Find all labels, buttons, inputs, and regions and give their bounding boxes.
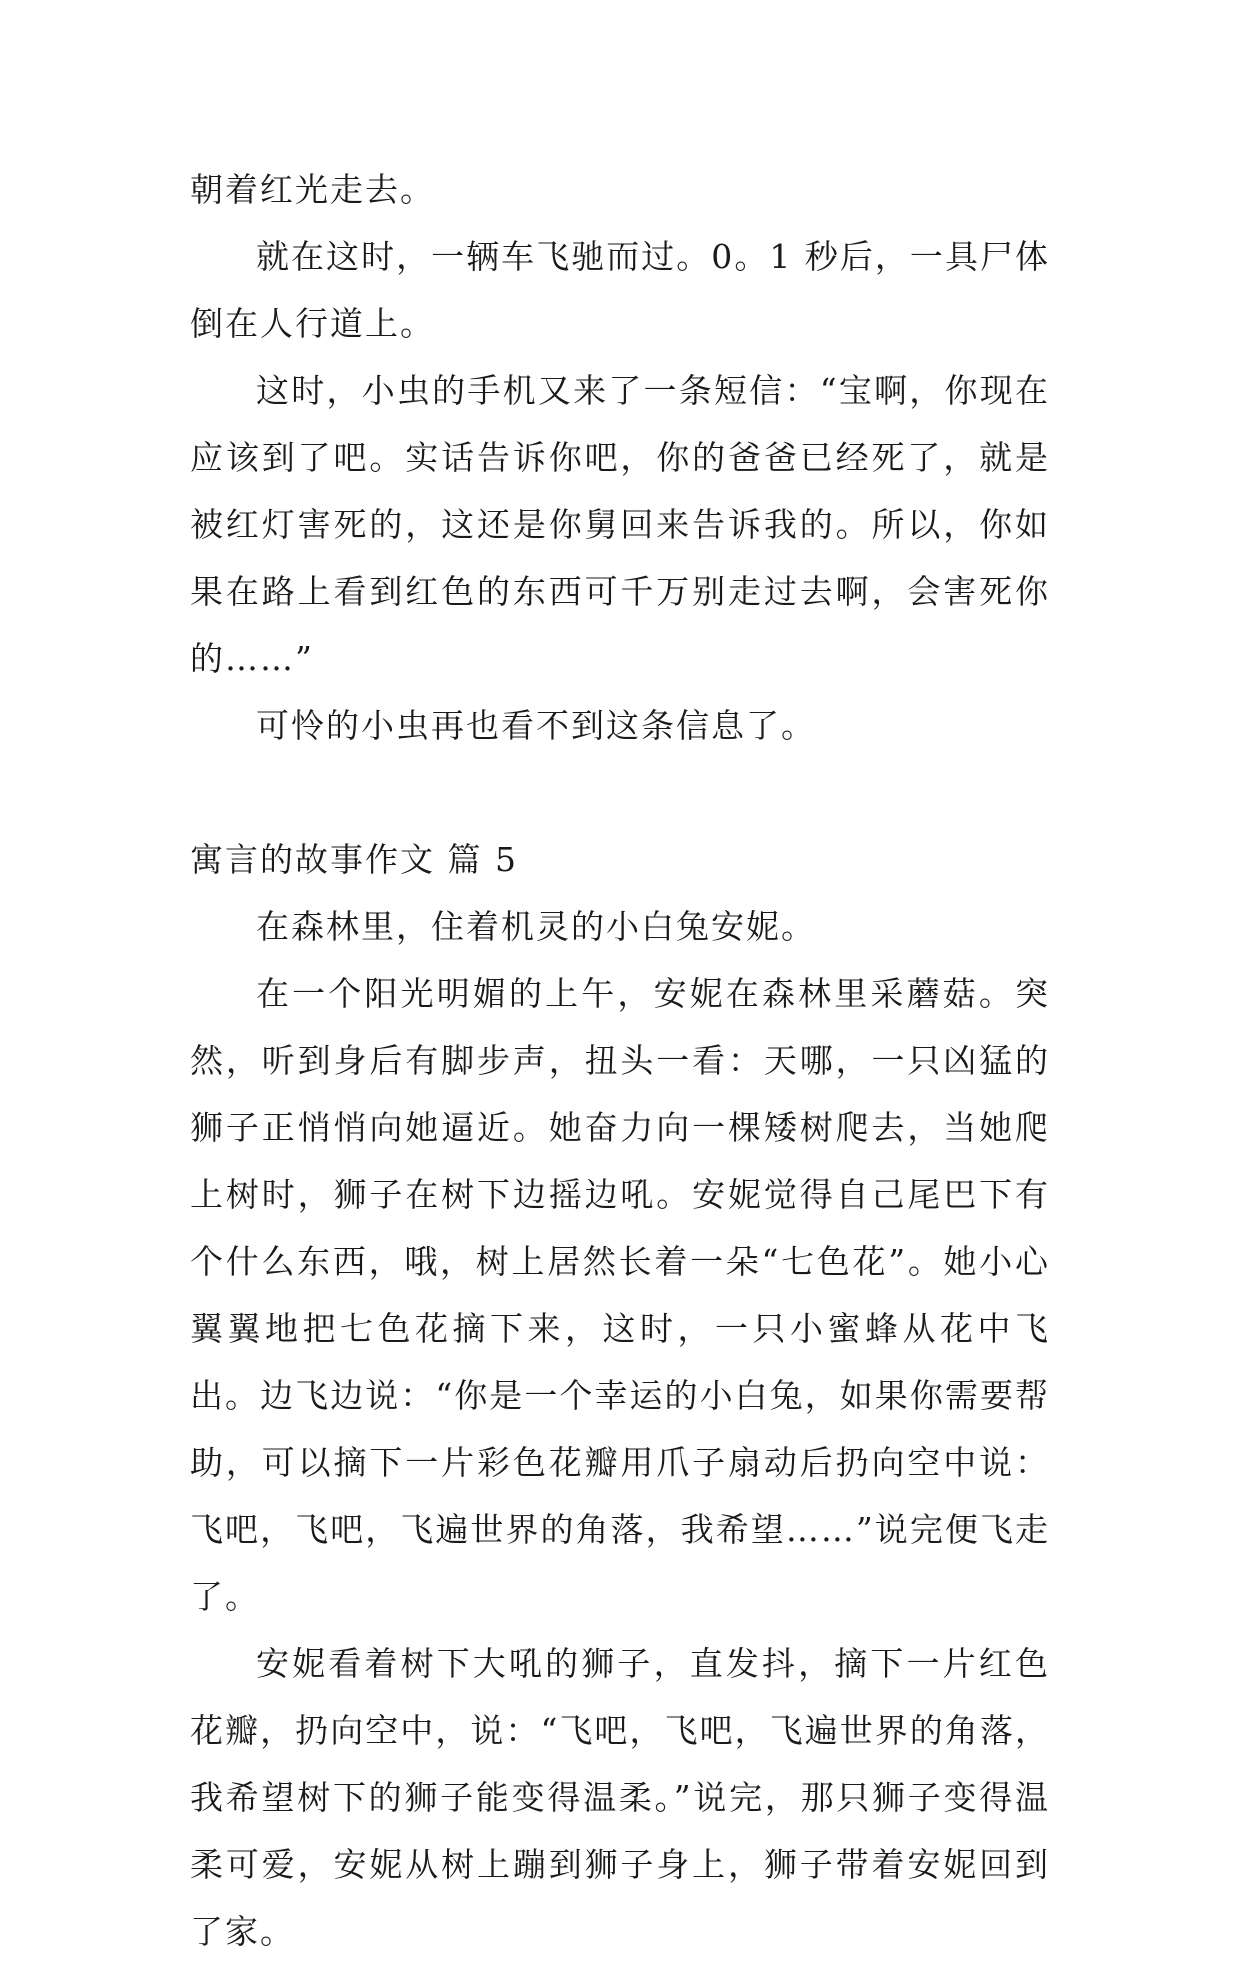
document-body — [190, 156, 1050, 1965]
paragraph: 在森林里，住着机灵的小白兔安妮。 — [256, 907, 816, 946]
paragraph: 在一个阳光明媚的上午，安妮在森林里采蘑菇。突然，听到身后有脚步声，扭头一看：天哪，一只凶猛的狮子正悄悄向她逼近。她奋力向一棵矮树爬去，当她爬上树时，狮子在树下边摇边吼。安妮觉得自己尾巴下有个什么东西，哦，树上居然长着一朵“七色花”。她小心翼翼地把七色花摘下来，这时，一只小蜜蜂从花中飞出。边飞边说：“你是一个幸运的小白兔，如果你需要帮助，可以摘下一片彩色花瓣用爪子扇动后扔向空中说：飞吧，飞吧，飞遍世界的角落，我希望……”说完便飞走了。 — [190, 974, 1050, 1616]
paragraph: 就在这时，一辆车飞驰而过。0。1 秒后，一具尸体倒在人行道上。 — [190, 237, 1050, 343]
section-spacer — [190, 759, 1050, 826]
paragraph: 这时，小虫的手机又来了一条短信：“宝啊，你现在应该到了吧。实话告诉你吧，你的爸爸已经死了，就是被红灯害死的，这还是你舅回来告诉我的。所以，你如果在路上看到红色的东西可千万别走过去啊，会害死你的……” — [190, 371, 1050, 678]
paragraph-continuation: 朝着红光走去。 — [190, 170, 435, 209]
paragraph: 安妮看着树下大吼的狮子，直发抖，摘下一片红色花瓣，扔向空中，说：“飞吧，飞吧，飞遍世界的角落，我希望树下的狮子能变得温柔。”说完，那只狮子变得温柔可爱，安妮从树上蹦到狮子身上，狮子带着安妮回到了家。 — [190, 1644, 1050, 1951]
section-heading: 寓言的故事作文 篇 5 — [190, 840, 518, 879]
paragraph: 可怜的小虫再也看不到这条信息了。 — [256, 706, 816, 745]
